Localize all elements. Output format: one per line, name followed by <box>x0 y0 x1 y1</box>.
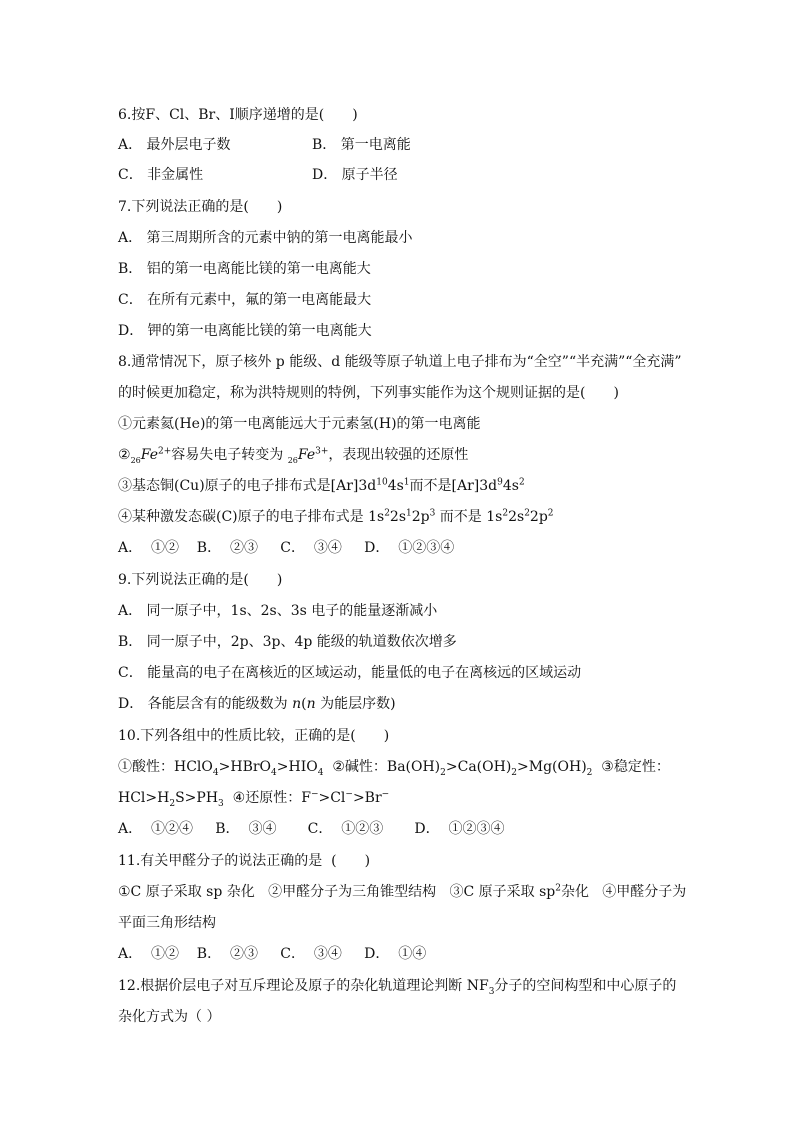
q8-item-4-t3: 2p <box>411 509 430 525</box>
q8-item-4-s5: 2 <box>524 508 530 519</box>
q10-l2-a4: >Cl <box>318 790 346 806</box>
q10-l1-s2: 4 <box>271 767 277 778</box>
q8-stem-line2: 的时候更加稳定，称为洪特规则的特例，下列事实能作为这个规则证据的是( ) <box>118 385 619 401</box>
q8-item-3-s1: 10 <box>376 477 388 488</box>
q8-item-4-t5: 2s <box>508 509 525 525</box>
q10-statements-line1 <box>118 758 670 776</box>
q10-l2-s2: 3 <box>218 798 224 809</box>
q8-item-2-mid: 容易失电子转变为 <box>171 447 288 463</box>
q7-option-c: C． 在所有元素中，氟的第一电离能最大 <box>118 292 372 308</box>
q8-item-4-s1: 2 <box>384 508 390 519</box>
q9-option-d-prefix: D． 各能层含有的能级数为 <box>118 696 293 712</box>
q9-option-d-tail: 为能层序数) <box>315 696 396 712</box>
q8-item-2-ion2-charge: 3+ <box>315 446 329 457</box>
q8-item-2-atomic-number-2: 26 <box>287 455 298 465</box>
q8-item-3 <box>118 477 525 495</box>
q11-stem: 11.有关甲醛分子的说法正确的是 ( ) <box>118 853 371 869</box>
q8-item-2-ion1: Fe <box>140 447 158 463</box>
q10-l2-s1: 2 <box>169 798 176 809</box>
q6-option-d: D． 原子半径 <box>312 167 398 183</box>
q8-item-2 <box>118 446 468 464</box>
q9-option-d <box>118 695 396 713</box>
q8-item-3-t3: 而不是[Ar]3d <box>409 478 498 494</box>
q10-l1-a1: ①酸性：HClO <box>118 759 213 775</box>
q11-statements-line2: 平面三角形结构 <box>118 915 216 931</box>
q8-item-4-t2: 2s <box>389 509 407 525</box>
q8-item-4-s6: 2 <box>547 508 554 519</box>
q10-l2-a1: HCl>H <box>118 790 170 806</box>
q11-l1-sup: 2 <box>555 883 561 894</box>
q8-item-4-s2: 1 <box>406 508 412 519</box>
q8-item-2-prefix: ② <box>118 447 131 463</box>
q10-l2-a5: >Br <box>352 790 382 806</box>
q10-l1-a6: >Mg(OH) <box>517 759 587 775</box>
q10-stem: 10.下列各组中的性质比较，正确的是( ) <box>118 728 390 744</box>
q10-options: A． ①②④ B． ③④ C． ①②③ D． ①②③④ <box>118 821 505 837</box>
q8-item-3-s4: 2 <box>518 477 525 488</box>
q10-l1-s6: 2 <box>586 767 593 778</box>
q7-option-a: A． 第三周期所含的元素中钠的第一电离能最小 <box>118 230 413 246</box>
q6-option-c: C． 非金属性 <box>118 167 204 183</box>
q10-l1-s1: 4 <box>212 767 219 778</box>
q9-option-b: B． 同一原子中，2p、3p、4p 能级的轨道数依次增多 <box>118 634 457 650</box>
q10-l1-a4: ②碱性：Ba(OH) <box>323 759 441 775</box>
q9-option-c: C． 能量高的电子在离核近的区域运动，能量低的电子在离核远的区域运动 <box>118 665 582 681</box>
q10-l1-s4: 2 <box>440 767 446 778</box>
q7-option-b: B． 铝的第一电离能比镁的第一电离能大 <box>118 261 371 277</box>
q10-l2-p1: − <box>310 789 319 800</box>
q11-statements-line1 <box>118 883 686 901</box>
q11-options: A． ①② B． ②③ C． ③④ D． ①④ <box>118 946 427 962</box>
q10-l1-s5: 2 <box>511 767 518 778</box>
q8-item-3-s2: 1 <box>403 477 410 488</box>
q10-l1-a2: >HBrO <box>218 759 272 775</box>
q10-l1-a7: ③稳定性： <box>592 759 670 775</box>
q12-stem-line1 <box>118 977 676 995</box>
q8-item-1: ①元素氦(He)的第一电离能远大于元素氢(H)的第一电离能 <box>118 416 481 432</box>
q10-l2-p2: − <box>345 789 353 800</box>
q8-item-2-atomic-number: 26 <box>130 455 141 465</box>
q10-l1-a3: >HIO <box>276 759 318 775</box>
q9-option-a: A． 同一原子中，1s、2s、3s 电子的能量逐渐减小 <box>118 603 438 619</box>
q8-item-4 <box>118 508 554 526</box>
q9-option-d-paren: ( <box>301 696 307 712</box>
q12-l1-b: 分子的空间构型和中心原子的 <box>494 978 677 994</box>
q8-item-4-t6: 2p <box>529 509 548 525</box>
q10-l1-a5: >Ca(OH) <box>445 759 512 775</box>
q9-option-d-var-n: n <box>292 696 302 712</box>
q8-item-4-s3: 3 <box>429 508 436 519</box>
q8-stem-line1: 8.通常情况下，原子核外 p 能级、d 能级等原子轨道上电子排布为“全空”“半充满”“全充满” <box>118 354 682 370</box>
q7-stem: 7.下列说法正确的是( ) <box>118 199 283 215</box>
q12-l1-sub: 3 <box>488 986 495 997</box>
q8-item-3-t2: 4s <box>387 478 404 494</box>
q10-l2-p3: − <box>381 789 390 800</box>
q9-stem: 9.下列说法正确的是( ) <box>118 572 283 588</box>
q8-item-3-t4: 4s <box>502 478 519 494</box>
q12-stem-line2: 杂化方式为（ ） <box>118 1009 221 1025</box>
q11-l1-a: ①C 原子采取 sp 杂化 ②甲醛分子为三角锥型结构 ③C 原子采取 sp <box>118 884 556 900</box>
q8-item-4-t1: ④某种激发态碳(C)原子的电子排布式是 1s <box>118 509 385 525</box>
q10-l1-s3: 4 <box>317 767 324 778</box>
q8-item-4-s4: 2 <box>502 508 509 519</box>
q8-item-3-s3: 9 <box>497 477 503 488</box>
q10-statements-line2 <box>118 789 389 807</box>
q8-item-2-ion2: Fe <box>297 447 316 463</box>
q6-option-b: B． 第一电离能 <box>312 137 411 153</box>
q12-l1-a: 12.根据价层电子对互斥理论及原子的杂化轨道理论判断 NF <box>118 978 489 994</box>
q7-option-d: D． 钾的第一电离能比镁的第一电离能大 <box>118 323 372 339</box>
q6-option-a: A． 最外层电子数 <box>118 137 231 153</box>
q8-item-3-t1: ③基态铜(Cu)原子的电子排布式是[Ar]3d <box>118 478 377 494</box>
q10-l2-a2: S>PH <box>175 790 219 806</box>
q9-option-d-var-n-2: n <box>306 696 316 712</box>
q8-item-4-t4: 而不是 1s <box>435 509 503 525</box>
q8-item-2-tail: ，表现出较强的还原性 <box>328 447 469 463</box>
q10-l2-a3: ④还原性：F <box>223 790 311 806</box>
q8-options: A． ①② B． ②③ C． ③④ D． ①②③④ <box>118 540 455 556</box>
q6-stem: 6.按F、Cl、Br、I顺序递增的是( ) <box>118 107 358 123</box>
q8-item-2-ion1-charge: 2+ <box>157 446 172 457</box>
q11-l1-b: 杂化 ④甲醛分子为 <box>560 884 687 900</box>
